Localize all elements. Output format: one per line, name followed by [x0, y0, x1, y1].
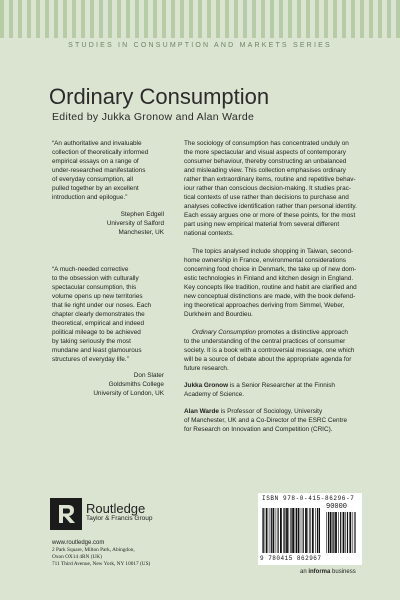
body-line: [184, 381, 360, 390]
quote-line: theoretical, empirical and indeed: [52, 320, 145, 327]
body-line: Durkheim and Bourdieu.: [184, 311, 253, 318]
body-text: promotes a distinctive approach: [255, 329, 348, 336]
bio-name: Jukka Gronow: [184, 382, 229, 389]
book-title-italic: Ordinary Consumption: [192, 329, 256, 336]
price-code: 90000: [326, 503, 348, 511]
body-line: part using new empirical material from several different: [184, 221, 340, 228]
quote-line: volume opens up new territories: [52, 293, 143, 300]
informa-suffix: business: [330, 569, 356, 575]
body-line: The topics analysed include shopping in Taiwan, second-: [192, 248, 354, 255]
quote-line: structures of everyday life.”: [52, 356, 129, 363]
description-paragraph-2: [184, 247, 360, 319]
body-line: Academy of Science.: [184, 391, 245, 398]
book-title: Ordinary Consumption: [49, 84, 270, 109]
address-line: Oxon OX14 4RN (UK): [52, 554, 102, 560]
quote-line: that lie right under our noses. Each: [52, 302, 152, 309]
address-line: 2 Park Square, Milton Park, Abingdon,: [52, 547, 135, 553]
body-line: to the understanding of the central practices of consumer: [184, 338, 346, 345]
body-line: [184, 328, 360, 337]
informa-tagline: [300, 569, 356, 575]
quote-line: political mileage to be achieved: [52, 329, 141, 336]
quote-line: chapter clearly demonstrates the: [52, 311, 145, 318]
body-line: rather than extraordinary items, routine and repetitive behav-: [184, 176, 356, 183]
quote-line: pulled together by an excellent: [52, 185, 139, 192]
quote-line: mundane and least glamourous: [52, 347, 142, 354]
isbn-text: ISBN 978-0-415-86296-7: [262, 495, 355, 502]
attribution-line: Stephen Edgell: [120, 211, 164, 218]
quote-1: [52, 139, 164, 202]
publisher-address: [52, 540, 202, 568]
bio-text: is a Senior Researcher at the Finnish: [228, 382, 335, 389]
quote-line: by taking seriously the most: [52, 338, 131, 345]
publisher-url[interactable]: www.routledge.com: [52, 540, 105, 546]
body-line: Each essay argues one or more of these points, for the most: [184, 212, 356, 219]
publisher-group: Taylor & Francis Group: [86, 515, 153, 522]
body-line: The sociology of consumption has concentrated unduly on: [184, 140, 349, 147]
editor-bio-1: [184, 381, 360, 399]
routledge-logo-icon: [50, 498, 82, 530]
quote-1-attribution: [52, 210, 164, 237]
body-line: ing theoretical approaches deriving from Simmel, Weber,: [184, 302, 345, 309]
editor-bio-2: [184, 407, 360, 434]
body-line: consumer behaviour, thereby constructing an unbalanced: [184, 158, 347, 165]
body-line: home ownership in France, environmental considerations: [184, 257, 346, 264]
body-line: concerning food choice in Denmark, the take up of new dom-: [184, 266, 357, 273]
quote-2-attribution: [52, 371, 164, 398]
quote-line: of everyday consumption, all: [52, 176, 133, 183]
quote-line: introduction and epilogue.”: [52, 194, 128, 201]
quote-line: “An authoritative and invaluable: [52, 140, 142, 147]
body-line: the more spectacular and visual aspects of contemporary: [184, 149, 346, 156]
description-paragraph-3: [184, 328, 360, 373]
bio-text: is Professor of Sociology, University: [218, 408, 323, 415]
body-line: and misleading view. This collection emphasises ordinary: [184, 167, 346, 174]
price-barcode-image: [326, 512, 356, 553]
bio-name: Alan Warde: [184, 408, 219, 415]
informa-prefix: an: [300, 569, 309, 575]
series-title: STUDIES IN CONSUMPTION AND MARKETS SERIES: [68, 42, 332, 49]
quote-2: [52, 265, 164, 364]
quote-line: empirical essays on a range of: [52, 158, 139, 165]
quote-line: to the obsession with culturally: [52, 275, 139, 282]
quote-line: “A much-needed corrective: [52, 266, 129, 273]
decorative-stripes: [0, 0, 400, 38]
body-line: estic technologies in Finland and kitchen design in England.: [184, 275, 354, 282]
body-line: tical contexts of use rather than decisions to purchase and: [184, 194, 349, 201]
attribution-line: Manchester, UK: [118, 229, 164, 236]
informa-brand: informa: [308, 569, 331, 575]
editors-line: Edited by Jukka Gronow and Alan Warde: [52, 111, 255, 123]
body-line: society. It is a book with a controversial message, one which: [184, 347, 355, 354]
quote-line: collection of theoretically informed: [52, 149, 149, 156]
attribution-line: University of London, UK: [93, 390, 164, 397]
barcode-image: [262, 508, 320, 553]
barcode-digits: 9 780415 862967: [260, 555, 322, 562]
attribution-line: University of Salford: [106, 220, 164, 227]
body-line: for Research on Innovation and Competition (CRIC).: [184, 426, 333, 433]
body-line: national contexts.: [184, 230, 234, 237]
body-line: future research.: [184, 365, 229, 372]
publisher-name: Routledge: [86, 501, 146, 516]
description-paragraph-1: [184, 139, 360, 238]
body-line: Key concepts like tradition, routine and habit are clarified and: [184, 284, 357, 291]
body-line: analyses collective identification rather than personal identity.: [184, 203, 357, 210]
body-line: new conceptual distinctions are made, with the book defend-: [184, 293, 356, 300]
body-line: of Manchester, UK and a Co-Director of the ESRC Centre: [184, 417, 348, 424]
body-line: iour rather than conscious decision-making. It studies prac-: [184, 185, 351, 192]
attribution-line: Goldsmiths College: [108, 381, 164, 388]
attribution-line: Don Slater: [133, 372, 164, 379]
quote-line: under-researched manifestations: [52, 167, 146, 174]
body-line: [184, 407, 360, 416]
quote-line: spectacular consumption, this: [52, 284, 137, 291]
address-line: 711 Third Avenue, New York, NY 10017 (US): [52, 561, 151, 567]
body-line: will be a source of debate about the appropriate agenda for: [184, 356, 352, 363]
